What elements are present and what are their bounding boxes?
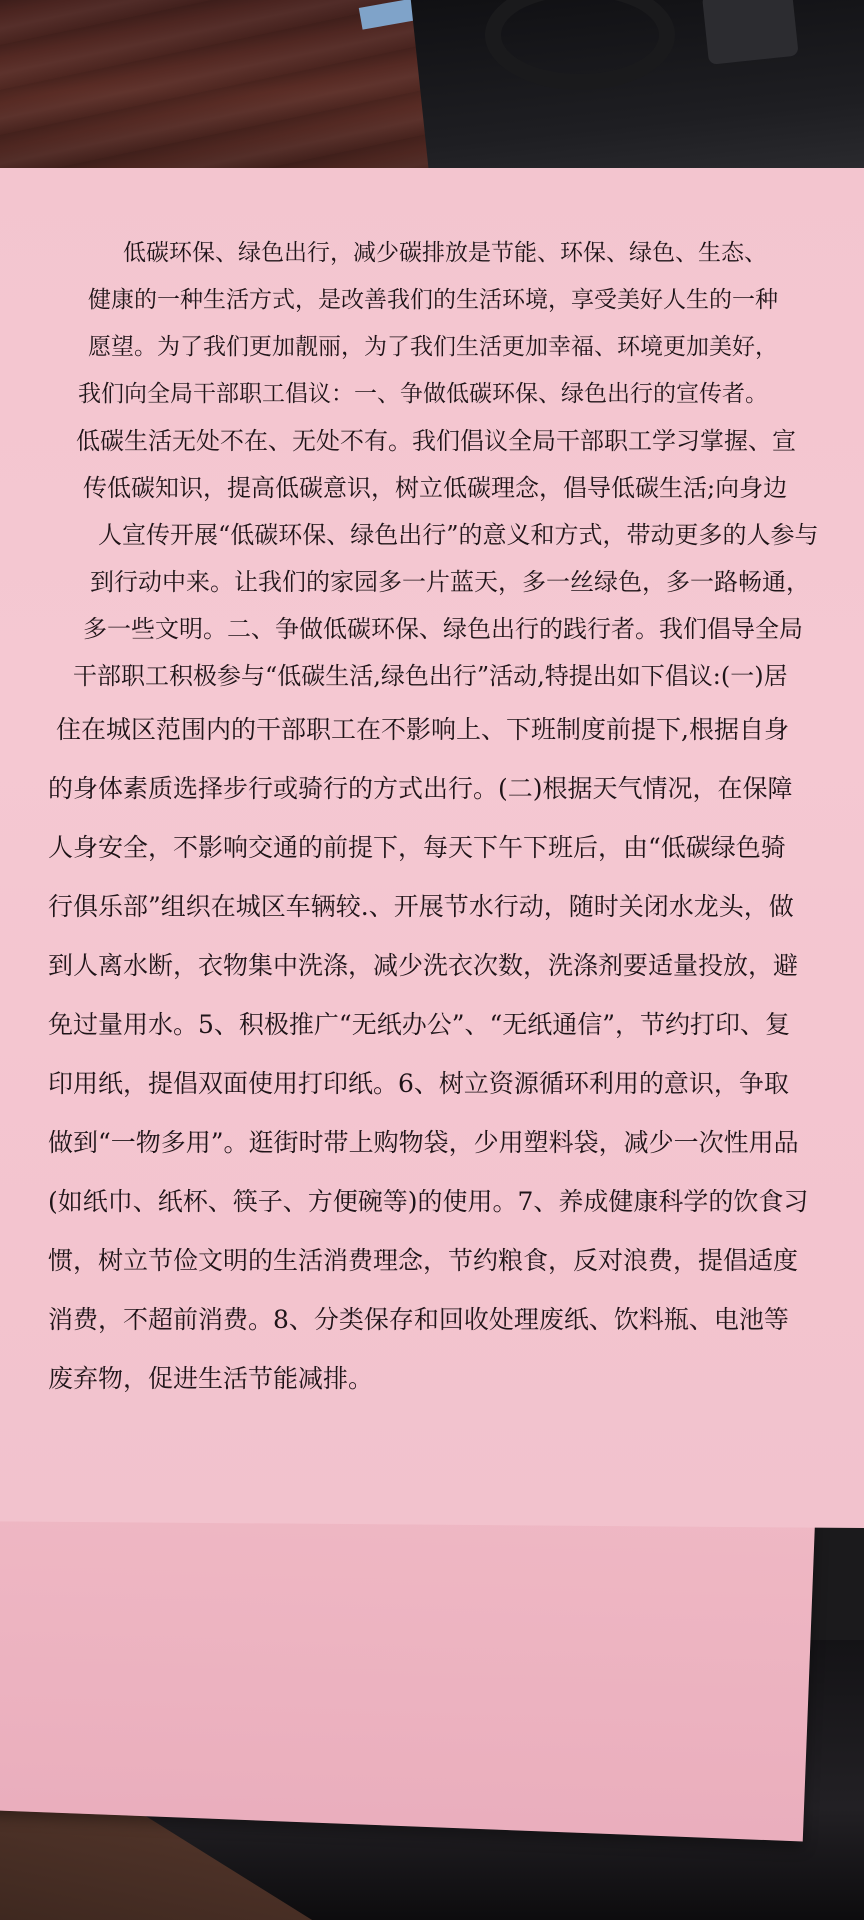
text-line: 做到“一物多用”。逛街时带上购物袋，少用塑料袋，减少一次性用品 <box>48 1128 799 1157</box>
text-line: 我们向全局干部职工倡议：一、争做低碳环保、绿色出行的宣传者。 <box>78 381 768 407</box>
text-line: 惯，树立节俭文明的生活消费理念，节约粮食，反对浪费，提倡适度 <box>48 1246 799 1275</box>
text-line: 多一些文明。二、争做低碳环保、绿色出行的践行者。我们倡导全局 <box>83 615 803 643</box>
text-line: 到人离水断，衣物集中洗涤，减少洗衣次数，洗涤剂要适量投放，避 <box>48 951 799 980</box>
text-line: 印用纸，提倡双面使用打印纸。6、树立资源循环利用的意识，争取 <box>48 1069 789 1098</box>
text-line: 行俱乐部”组织在城区车辆较.、开展节水行动，随时关闭水龙头，做 <box>48 892 794 921</box>
text-line: 低碳生活无处不在、无处不有。我们倡议全局干部职工学习掌握、宣 <box>76 427 796 455</box>
box-emblem <box>702 0 799 65</box>
text-line: 愿望。为了我们更加靓丽，为了我们生活更加幸福、环境更加美好， <box>88 334 778 360</box>
text-line: 传低碳知识，提高低碳意识，树立低碳理念，倡导低碳生活;向身边 <box>83 474 788 502</box>
text-line: 干部职工积极参与“低碳生活,绿色出行”活动,特提出如下倡议:(一)居 <box>73 662 788 690</box>
document-body <box>48 230 838 1408</box>
underlying-pink-sheet <box>0 1480 815 1841</box>
text-line: 人宣传开展“低碳环保、绿色出行”的意义和方式，带动更多的人参与 <box>98 521 819 549</box>
text-line: 消费，不超前消费。8、分类保存和回收处理废纸、饮料瓶、电池等 <box>48 1305 789 1334</box>
text-line: 人身安全，不影响交通的前提下，每天下午下班后，由“低碳绿色骑 <box>48 833 786 862</box>
text-line: (如纸巾、纸杯、筷子、方便碗等)的使用。7、养成健康科学的饮食习 <box>48 1187 809 1216</box>
text-line: 低碳环保、绿色出行，减少碳排放是节能、环保、绿色、生态、 <box>123 240 767 266</box>
text-line: 到行动中来。让我们的家园多一片蓝天，多一丝绿色，多一路畅通， <box>90 568 810 596</box>
text-line: 废弃物，促进生活节能减排。 <box>48 1364 374 1393</box>
text-line: 免过量用水。5、积极推广“无纸办公”、“无纸通信”，节约打印、复 <box>48 1010 791 1039</box>
text-line: 的身体素质选择步行或骑行的方式出行。(二)根据天气情况，在保障 <box>48 774 793 803</box>
text-line: 健康的一种生活方式，是改善我们的生活环境，享受美好人生的一种 <box>88 287 778 313</box>
text-line: 住在城区范围内的干部职工在不影响上、下班制度前提下,根据自身 <box>56 715 789 744</box>
